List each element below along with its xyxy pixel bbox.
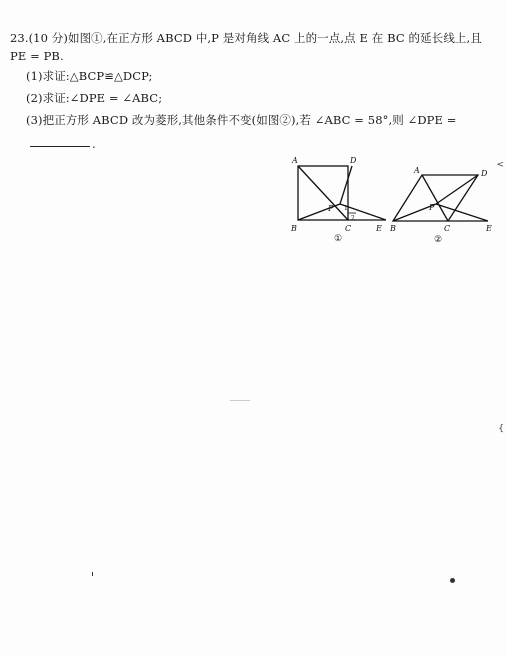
margin-mark-1: < [496, 160, 504, 170]
margin-mark-2: { [498, 424, 504, 434]
fig2-caption: ② [434, 235, 443, 245]
scan-smudge [230, 400, 250, 401]
part-3-text: ∠ABC = 58°,则 ∠DPE = [314, 113, 457, 127]
diagonal-ac [298, 166, 348, 220]
fig1-caption: ① [334, 234, 343, 244]
segment-pd [340, 166, 352, 204]
fig2-label-c: C [444, 224, 451, 233]
fig1-label-angle-1: 1 [344, 205, 348, 212]
fig2-label-p: P [429, 203, 435, 212]
scan-speck-small [92, 572, 93, 576]
segment-bp [298, 204, 340, 220]
fig2-label-a: A [414, 166, 420, 175]
question-stem-text: 如图①,在正方形 ABCD 中,P 是对角线 AC 上的一点,点 E 在 BC 的延长线上,且 [67, 31, 482, 45]
part-3-label: (3)把正方形 ABCD 改为菱形,其他条件不变(如图②),若 [26, 113, 311, 127]
fig1-label-e: E [376, 224, 382, 233]
part-2-label: (2)求证: [26, 91, 70, 105]
answer-blank-period: . [92, 137, 96, 151]
figure-2 [393, 175, 488, 221]
fig2-label-e: E [486, 224, 492, 233]
fig2-label-d: D [481, 169, 488, 178]
scan-speck [450, 578, 455, 583]
fig1-label-angle-2: 2 [351, 215, 355, 222]
fig1-label-a: A [292, 156, 298, 165]
part-1-text: △BCP≌△DCP; [69, 69, 153, 83]
part-1-label: (1)求证: [26, 69, 70, 83]
question-number: 23. [10, 31, 29, 45]
segment-pd [436, 175, 478, 204]
figure-1 [298, 166, 386, 220]
fig1-label-d: D [350, 156, 357, 165]
part-2-text: ∠DPE = ∠ABC; [69, 91, 163, 105]
fig1-label-p: P [328, 204, 334, 213]
fig2-label-b: B [390, 224, 396, 233]
question-points: (10 分) [28, 31, 68, 45]
fig1-label-c: C [345, 224, 352, 233]
question-stem-condition: PE = PB. [10, 49, 64, 63]
fig1-label-b: B [291, 224, 297, 233]
